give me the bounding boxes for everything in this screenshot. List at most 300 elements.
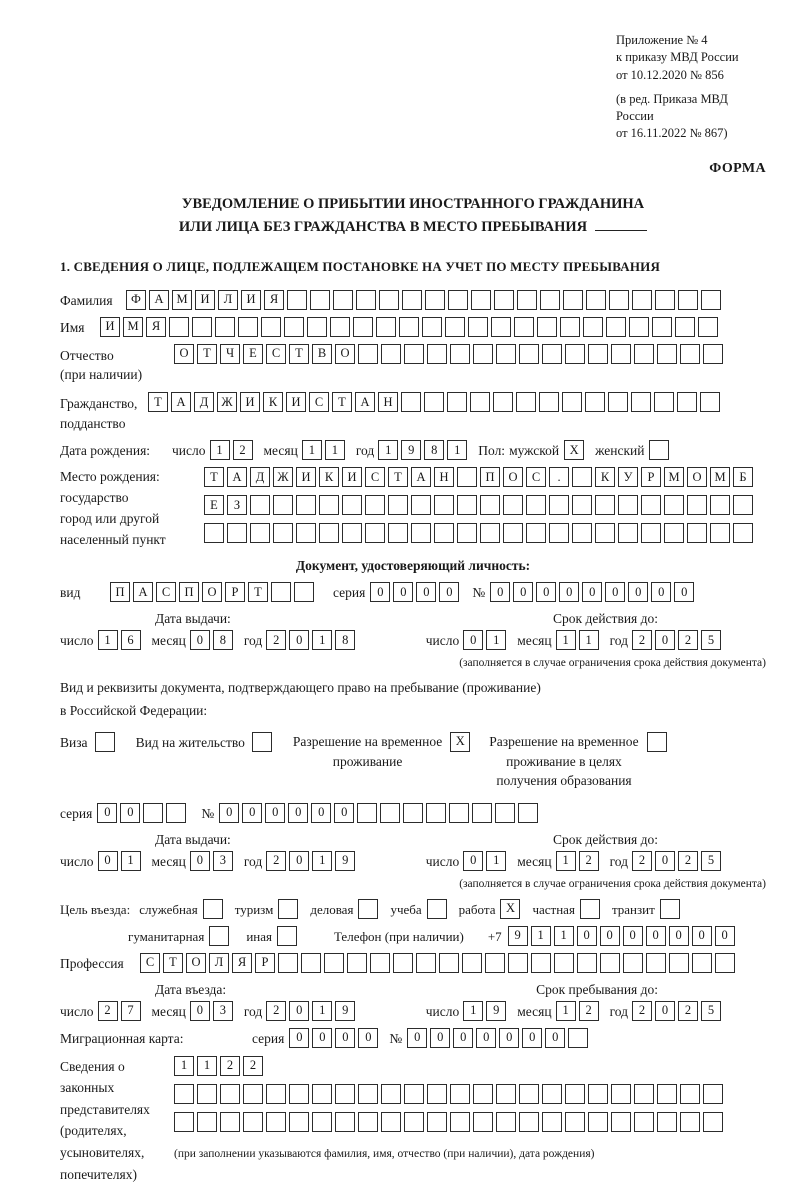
char-cell[interactable] — [678, 290, 698, 310]
char-cell[interactable]: 7 — [121, 1001, 141, 1021]
char-cell[interactable] — [496, 344, 516, 364]
char-cell[interactable]: С — [309, 392, 329, 412]
char-cell[interactable]: X — [564, 440, 584, 460]
char-cell[interactable]: 0 — [393, 582, 413, 602]
char-cell[interactable] — [243, 1112, 263, 1132]
char-cell[interactable]: 9 — [335, 851, 355, 871]
char-cell[interactable]: 2 — [632, 630, 652, 650]
char-cell[interactable]: 1 — [312, 630, 332, 650]
char-cell[interactable] — [473, 1112, 493, 1132]
char-cell[interactable] — [710, 523, 730, 543]
char-cell[interactable] — [608, 392, 628, 412]
char-cell[interactable] — [632, 290, 652, 310]
char-cell[interactable]: К — [263, 392, 283, 412]
char-cell[interactable] — [422, 317, 442, 337]
char-cell[interactable]: М — [664, 467, 684, 487]
char-cell[interactable] — [301, 953, 321, 973]
char-cell[interactable]: 0 — [715, 926, 735, 946]
char-cell[interactable] — [641, 495, 661, 515]
char-cell[interactable]: 0 — [190, 851, 210, 871]
char-cell[interactable] — [675, 317, 695, 337]
char-cell[interactable]: А — [411, 467, 431, 487]
char-cell[interactable] — [450, 1084, 470, 1104]
char-cell[interactable]: В — [312, 344, 332, 364]
char-cell[interactable] — [427, 344, 447, 364]
char-cell[interactable]: А — [149, 290, 169, 310]
char-cell[interactable] — [404, 1084, 424, 1104]
char-cell[interactable] — [450, 344, 470, 364]
char-cell[interactable] — [618, 495, 638, 515]
char-cell[interactable]: 0 — [289, 1028, 309, 1048]
char-cell[interactable] — [540, 290, 560, 310]
char-cell[interactable]: 2 — [579, 1001, 599, 1021]
char-cell[interactable]: 2 — [678, 1001, 698, 1021]
char-cell[interactable] — [588, 1112, 608, 1132]
char-cell[interactable]: 0 — [536, 582, 556, 602]
char-cell[interactable] — [472, 803, 492, 823]
char-cell[interactable] — [353, 317, 373, 337]
char-cell[interactable]: 1 — [447, 440, 467, 460]
char-cell[interactable] — [312, 1084, 332, 1104]
char-cell[interactable] — [243, 1084, 263, 1104]
char-cell[interactable] — [733, 495, 753, 515]
char-cell[interactable] — [664, 523, 684, 543]
char-cell[interactable]: 1 — [302, 440, 322, 460]
char-cell[interactable] — [166, 803, 186, 823]
char-cell[interactable]: 1 — [556, 630, 576, 650]
char-cell[interactable] — [95, 732, 115, 752]
char-cell[interactable] — [657, 1112, 677, 1132]
char-cell[interactable] — [518, 803, 538, 823]
char-cell[interactable]: 1 — [486, 630, 506, 650]
char-cell[interactable] — [427, 1112, 447, 1132]
char-cell[interactable] — [664, 495, 684, 515]
char-cell[interactable] — [278, 953, 298, 973]
char-cell[interactable]: 0 — [370, 582, 390, 602]
char-cell[interactable]: X — [450, 732, 470, 752]
char-cell[interactable] — [381, 1084, 401, 1104]
char-cell[interactable] — [287, 290, 307, 310]
char-cell[interactable]: Т — [163, 953, 183, 973]
char-cell[interactable] — [404, 1112, 424, 1132]
char-cell[interactable] — [611, 344, 631, 364]
char-cell[interactable] — [449, 803, 469, 823]
char-cell[interactable] — [358, 344, 378, 364]
char-cell[interactable] — [563, 290, 583, 310]
char-cell[interactable] — [595, 495, 615, 515]
char-cell[interactable]: П — [110, 582, 130, 602]
char-cell[interactable] — [426, 803, 446, 823]
char-cell[interactable]: 0 — [288, 803, 308, 823]
char-cell[interactable]: С — [526, 467, 546, 487]
char-cell[interactable]: 0 — [577, 926, 597, 946]
char-cell[interactable] — [618, 523, 638, 543]
char-cell[interactable]: 0 — [289, 1001, 309, 1021]
char-cell[interactable]: 5 — [701, 630, 721, 650]
char-cell[interactable]: 0 — [655, 851, 675, 871]
char-cell[interactable] — [277, 926, 297, 946]
char-cell[interactable] — [192, 317, 212, 337]
char-cell[interactable]: 2 — [98, 1001, 118, 1021]
char-cell[interactable]: 0 — [655, 630, 675, 650]
char-cell[interactable] — [296, 495, 316, 515]
char-cell[interactable]: 9 — [335, 1001, 355, 1021]
char-cell[interactable] — [273, 495, 293, 515]
char-cell[interactable] — [403, 803, 423, 823]
char-cell[interactable] — [324, 953, 344, 973]
char-cell[interactable]: С — [365, 467, 385, 487]
char-cell[interactable]: 2 — [678, 851, 698, 871]
char-cell[interactable] — [457, 495, 477, 515]
char-cell[interactable]: М — [123, 317, 143, 337]
char-cell[interactable]: И — [195, 290, 215, 310]
char-cell[interactable] — [204, 523, 224, 543]
char-cell[interactable]: Ф — [126, 290, 146, 310]
char-cell[interactable] — [439, 953, 459, 973]
char-cell[interactable] — [542, 344, 562, 364]
char-cell[interactable] — [641, 523, 661, 543]
char-cell[interactable]: 1 — [98, 630, 118, 650]
char-cell[interactable]: О — [687, 467, 707, 487]
char-cell[interactable]: 0 — [669, 926, 689, 946]
char-cell[interactable] — [669, 953, 689, 973]
char-cell[interactable]: Т — [204, 467, 224, 487]
char-cell[interactable]: 0 — [120, 803, 140, 823]
char-cell[interactable]: 0 — [499, 1028, 519, 1048]
char-cell[interactable]: Д — [250, 467, 270, 487]
char-cell[interactable] — [542, 1084, 562, 1104]
char-cell[interactable] — [687, 523, 707, 543]
char-cell[interactable] — [356, 290, 376, 310]
char-cell[interactable] — [471, 290, 491, 310]
char-cell[interactable]: О — [335, 344, 355, 364]
char-cell[interactable]: 0 — [219, 803, 239, 823]
char-cell[interactable] — [416, 953, 436, 973]
char-cell[interactable] — [284, 317, 304, 337]
char-cell[interactable] — [657, 1084, 677, 1104]
char-cell[interactable]: А — [133, 582, 153, 602]
char-cell[interactable]: Р — [255, 953, 275, 973]
char-cell[interactable] — [174, 1084, 194, 1104]
char-cell[interactable]: О — [174, 344, 194, 364]
char-cell[interactable] — [647, 732, 667, 752]
char-cell[interactable] — [495, 803, 515, 823]
char-cell[interactable]: И — [100, 317, 120, 337]
char-cell[interactable] — [271, 582, 291, 602]
char-cell[interactable]: И — [241, 290, 261, 310]
char-cell[interactable]: Ж — [217, 392, 237, 412]
char-cell[interactable]: 1 — [325, 440, 345, 460]
char-cell[interactable] — [220, 1112, 240, 1132]
char-cell[interactable]: 0 — [582, 582, 602, 602]
char-cell[interactable]: 0 — [623, 926, 643, 946]
char-cell[interactable]: 2 — [233, 440, 253, 460]
char-cell[interactable] — [503, 523, 523, 543]
char-cell[interactable]: 1 — [174, 1056, 194, 1076]
char-cell[interactable] — [496, 1084, 516, 1104]
char-cell[interactable] — [266, 1084, 286, 1104]
char-cell[interactable] — [197, 1112, 217, 1132]
char-cell[interactable]: Л — [218, 290, 238, 310]
char-cell[interactable]: 0 — [335, 1028, 355, 1048]
char-cell[interactable] — [680, 1084, 700, 1104]
char-cell[interactable] — [342, 495, 362, 515]
char-cell[interactable] — [537, 317, 557, 337]
char-cell[interactable]: О — [503, 467, 523, 487]
char-cell[interactable]: 0 — [651, 582, 671, 602]
char-cell[interactable]: Л — [209, 953, 229, 973]
char-cell[interactable]: Т — [197, 344, 217, 364]
char-cell[interactable] — [583, 317, 603, 337]
char-cell[interactable]: 0 — [98, 851, 118, 871]
char-cell[interactable]: 0 — [476, 1028, 496, 1048]
char-cell[interactable]: 1 — [463, 1001, 483, 1021]
char-cell[interactable]: 2 — [220, 1056, 240, 1076]
char-cell[interactable] — [687, 495, 707, 515]
char-cell[interactable]: 0 — [311, 803, 331, 823]
char-cell[interactable] — [600, 953, 620, 973]
char-cell[interactable]: С — [140, 953, 160, 973]
char-cell[interactable]: 3 — [213, 1001, 233, 1021]
char-cell[interactable] — [516, 392, 536, 412]
char-cell[interactable]: 0 — [430, 1028, 450, 1048]
char-cell[interactable]: У — [618, 467, 638, 487]
char-cell[interactable] — [485, 953, 505, 973]
char-cell[interactable] — [427, 899, 447, 919]
char-cell[interactable] — [215, 317, 235, 337]
char-cell[interactable] — [473, 1084, 493, 1104]
char-cell[interactable] — [358, 899, 378, 919]
char-cell[interactable]: 0 — [190, 1001, 210, 1021]
char-cell[interactable] — [611, 1112, 631, 1132]
char-cell[interactable] — [252, 732, 272, 752]
char-cell[interactable] — [335, 1084, 355, 1104]
char-cell[interactable] — [425, 290, 445, 310]
char-cell[interactable]: 1 — [486, 851, 506, 871]
char-cell[interactable] — [733, 523, 753, 543]
char-cell[interactable] — [358, 1084, 378, 1104]
char-cell[interactable]: 1 — [531, 926, 551, 946]
char-cell[interactable]: 0 — [646, 926, 666, 946]
char-cell[interactable] — [660, 899, 680, 919]
char-cell[interactable] — [427, 1084, 447, 1104]
char-cell[interactable]: 0 — [265, 803, 285, 823]
char-cell[interactable]: 0 — [289, 851, 309, 871]
char-cell[interactable]: 1 — [312, 1001, 332, 1021]
char-cell[interactable]: П — [179, 582, 199, 602]
char-cell[interactable]: 0 — [97, 803, 117, 823]
char-cell[interactable] — [401, 392, 421, 412]
char-cell[interactable] — [434, 523, 454, 543]
char-cell[interactable]: 0 — [692, 926, 712, 946]
char-cell[interactable] — [629, 317, 649, 337]
char-cell[interactable] — [508, 953, 528, 973]
char-cell[interactable]: Р — [225, 582, 245, 602]
char-cell[interactable] — [174, 1112, 194, 1132]
char-cell[interactable] — [568, 1028, 588, 1048]
char-cell[interactable]: 0 — [358, 1028, 378, 1048]
char-cell[interactable] — [703, 344, 723, 364]
char-cell[interactable] — [289, 1084, 309, 1104]
char-cell[interactable] — [519, 1112, 539, 1132]
char-cell[interactable] — [588, 1084, 608, 1104]
char-cell[interactable]: 1 — [556, 851, 576, 871]
char-cell[interactable] — [700, 392, 720, 412]
char-cell[interactable]: 0 — [463, 630, 483, 650]
char-cell[interactable] — [266, 1112, 286, 1132]
char-cell[interactable]: 0 — [605, 582, 625, 602]
char-cell[interactable]: 2 — [243, 1056, 263, 1076]
char-cell[interactable]: 0 — [334, 803, 354, 823]
char-cell[interactable] — [380, 803, 400, 823]
char-cell[interactable]: 1 — [378, 440, 398, 460]
char-cell[interactable]: И — [286, 392, 306, 412]
char-cell[interactable]: С — [266, 344, 286, 364]
char-cell[interactable]: Т — [248, 582, 268, 602]
char-cell[interactable] — [143, 803, 163, 823]
char-cell[interactable] — [379, 290, 399, 310]
char-cell[interactable] — [335, 1112, 355, 1132]
char-cell[interactable]: 1 — [579, 630, 599, 650]
char-cell[interactable]: И — [296, 467, 316, 487]
char-cell[interactable] — [549, 523, 569, 543]
char-cell[interactable]: 1 — [556, 1001, 576, 1021]
char-cell[interactable] — [273, 523, 293, 543]
char-cell[interactable] — [595, 523, 615, 543]
char-cell[interactable]: 1 — [197, 1056, 217, 1076]
char-cell[interactable] — [572, 523, 592, 543]
char-cell[interactable] — [278, 899, 298, 919]
char-cell[interactable]: . — [549, 467, 569, 487]
char-cell[interactable]: 0 — [416, 582, 436, 602]
char-cell[interactable]: К — [319, 467, 339, 487]
char-cell[interactable]: М — [710, 467, 730, 487]
char-cell[interactable] — [473, 344, 493, 364]
char-cell[interactable] — [310, 290, 330, 310]
char-cell[interactable]: Д — [194, 392, 214, 412]
char-cell[interactable] — [370, 953, 390, 973]
char-cell[interactable] — [347, 953, 367, 973]
char-cell[interactable] — [572, 495, 592, 515]
char-cell[interactable] — [445, 317, 465, 337]
char-cell[interactable] — [388, 495, 408, 515]
char-cell[interactable]: 2 — [632, 851, 652, 871]
char-cell[interactable]: 0 — [600, 926, 620, 946]
char-cell[interactable]: 8 — [424, 440, 444, 460]
char-cell[interactable] — [652, 317, 672, 337]
char-cell[interactable] — [388, 523, 408, 543]
char-cell[interactable] — [611, 1084, 631, 1104]
char-cell[interactable]: 0 — [655, 1001, 675, 1021]
char-cell[interactable]: Ч — [220, 344, 240, 364]
char-cell[interactable] — [572, 467, 592, 487]
char-cell[interactable] — [209, 926, 229, 946]
char-cell[interactable] — [480, 495, 500, 515]
char-cell[interactable]: О — [186, 953, 206, 973]
char-cell[interactable] — [330, 317, 350, 337]
char-cell[interactable]: Я — [146, 317, 166, 337]
char-cell[interactable] — [447, 392, 467, 412]
char-cell[interactable] — [549, 495, 569, 515]
char-cell[interactable] — [698, 317, 718, 337]
char-cell[interactable] — [448, 290, 468, 310]
char-cell[interactable]: Я — [232, 953, 252, 973]
char-cell[interactable] — [491, 317, 511, 337]
char-cell[interactable] — [655, 290, 675, 310]
char-cell[interactable] — [560, 317, 580, 337]
char-cell[interactable]: 2 — [266, 630, 286, 650]
char-cell[interactable] — [381, 344, 401, 364]
char-cell[interactable]: 0 — [289, 630, 309, 650]
char-cell[interactable] — [203, 899, 223, 919]
char-cell[interactable] — [657, 344, 677, 364]
char-cell[interactable] — [634, 1112, 654, 1132]
char-cell[interactable]: Р — [641, 467, 661, 487]
char-cell[interactable]: Е — [204, 495, 224, 515]
char-cell[interactable]: 3 — [213, 851, 233, 871]
char-cell[interactable] — [493, 392, 513, 412]
char-cell[interactable] — [296, 523, 316, 543]
char-cell[interactable] — [680, 1112, 700, 1132]
char-cell[interactable] — [393, 953, 413, 973]
char-cell[interactable]: Т — [289, 344, 309, 364]
char-cell[interactable] — [468, 317, 488, 337]
char-cell[interactable] — [519, 1084, 539, 1104]
char-cell[interactable]: 9 — [486, 1001, 506, 1021]
char-cell[interactable] — [692, 953, 712, 973]
char-cell[interactable]: Я — [264, 290, 284, 310]
char-cell[interactable] — [526, 495, 546, 515]
char-cell[interactable] — [333, 290, 353, 310]
char-cell[interactable] — [365, 523, 385, 543]
char-cell[interactable] — [539, 392, 559, 412]
char-cell[interactable] — [565, 1112, 585, 1132]
char-cell[interactable]: Б — [733, 467, 753, 487]
char-cell[interactable] — [457, 467, 477, 487]
char-cell[interactable]: 9 — [508, 926, 528, 946]
char-cell[interactable]: И — [342, 467, 362, 487]
char-cell[interactable]: Т — [332, 392, 352, 412]
char-cell[interactable]: К — [595, 467, 615, 487]
char-cell[interactable] — [424, 392, 444, 412]
char-cell[interactable]: Ж — [273, 467, 293, 487]
char-cell[interactable] — [580, 899, 600, 919]
char-cell[interactable] — [470, 392, 490, 412]
char-cell[interactable] — [294, 582, 314, 602]
char-cell[interactable]: М — [172, 290, 192, 310]
char-cell[interactable] — [503, 495, 523, 515]
char-cell[interactable] — [680, 344, 700, 364]
char-cell[interactable] — [649, 440, 669, 460]
char-cell[interactable]: 0 — [545, 1028, 565, 1048]
char-cell[interactable] — [703, 1084, 723, 1104]
char-cell[interactable] — [562, 392, 582, 412]
char-cell[interactable]: 0 — [407, 1028, 427, 1048]
char-cell[interactable] — [250, 495, 270, 515]
char-cell[interactable] — [623, 953, 643, 973]
char-cell[interactable] — [585, 392, 605, 412]
char-cell[interactable]: 1 — [312, 851, 332, 871]
char-cell[interactable]: 5 — [701, 1001, 721, 1021]
char-cell[interactable] — [411, 495, 431, 515]
char-cell[interactable] — [307, 317, 327, 337]
char-cell[interactable] — [404, 344, 424, 364]
char-cell[interactable]: 0 — [513, 582, 533, 602]
char-cell[interactable]: 0 — [559, 582, 579, 602]
char-cell[interactable] — [289, 1112, 309, 1132]
char-cell[interactable] — [220, 1084, 240, 1104]
char-cell[interactable] — [358, 1112, 378, 1132]
